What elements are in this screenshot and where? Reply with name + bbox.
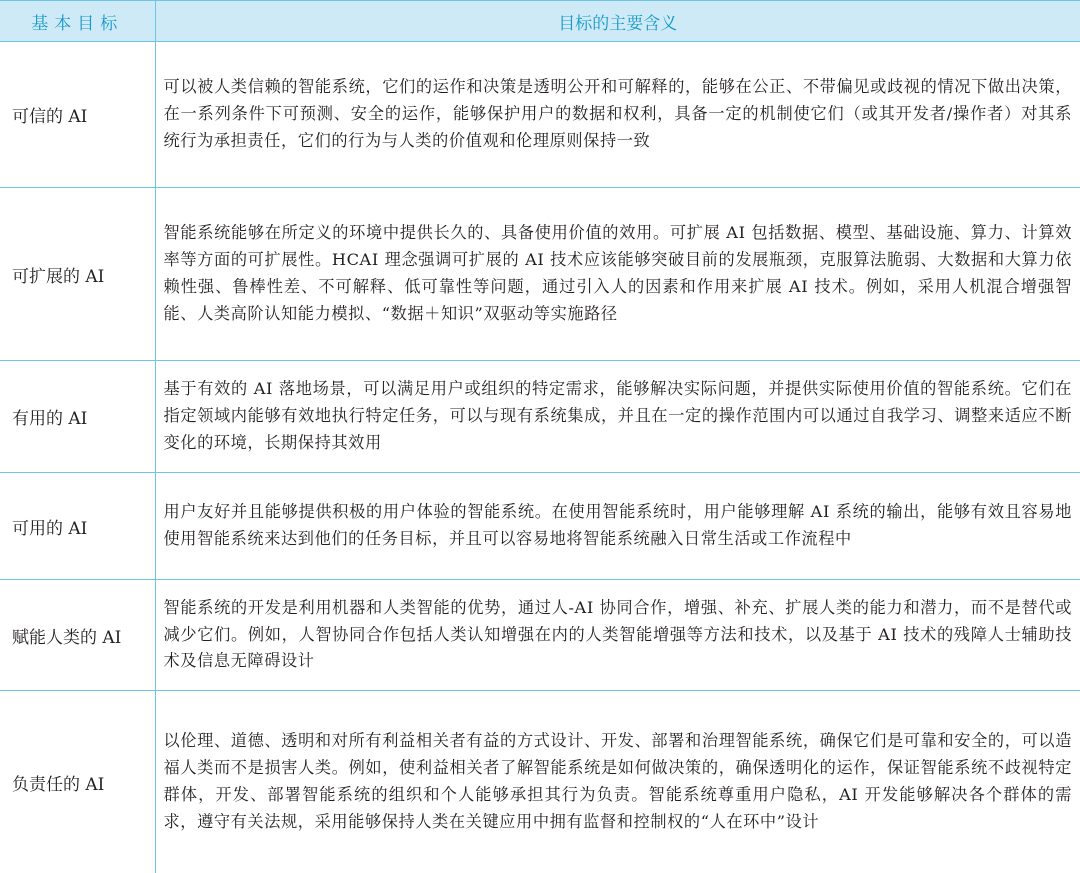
table-body <box>0 42 1080 873</box>
goal-meaning: 用户友好并且能够提供积极的用户体验的智能系统。在使用智能系统时，用户能够理解 AI 系统的输出，能够有效且容易地使用智能系统来达到他们的任务目标，并且可以容易地将智能系统融入日常生活或工作流程中 <box>155 473 1080 580</box>
goal-label: 有用的 AI <box>0 361 155 473</box>
table-row <box>0 361 1080 473</box>
goal-meaning: 可以被人类信赖的智能系统，它们的运作和决策是透明公开和可解释的，能够在公正、不带偏见或歧视的情况下做出决策，在一系列条件下可预测、安全的运作，能够保护用户的数据和权利，具备一定的机制使它们（或其开发者/操作者）对其系统行为承担责任，它们的行为与人类的价值观和伦理原则保持一致 <box>155 42 1080 188</box>
goal-meaning: 智能系统的开发是利用机器和人类智能的优势，通过人-AI 协同合作，增强、补充、扩展人类的能力和潜力，而不是替代或减少它们。例如，人智协同合作包括人类认知增强在内的人类智能增强等方法和技术，以及基于 AI 技术的残障人士辅助技术及信息无障碍设计 <box>155 580 1080 691</box>
goal-label: 可信的 AI <box>0 42 155 188</box>
goal-label: 可用的 AI <box>0 473 155 580</box>
goal-label: 负责任的 AI <box>0 691 155 873</box>
header-row <box>0 1 1080 42</box>
table-row <box>0 42 1080 188</box>
header-basic-goal: 基本目标 <box>0 1 155 42</box>
table-row <box>0 691 1080 873</box>
goal-meaning: 基于有效的 AI 落地场景，可以满足用户或组织的特定需求，能够解决实际问题，并提供实际使用价值的智能系统。它们在指定领域内能够有效地执行特定任务，可以与现有系统集成，并且在一定的操作范围内可以通过自我学习、调整来适应不断变化的环境，长期保持其效用 <box>155 361 1080 473</box>
table-row <box>0 580 1080 691</box>
goal-label: 可扩展的 AI <box>0 188 155 361</box>
goal-meaning: 以伦理、道德、透明和对所有利益相关者有益的方式设计、开发、部署和治理智能系统，确保它们是可靠和安全的，可以造福人类而不是损害人类。例如，使利益相关者了解智能系统是如何做决策的，确保透明化的运作，保证智能系统不歧视特定群体，开发、部署智能系统的组织和个人能够承担其行为负责。智能系统尊重用户隐私，AI 开发能够解决各个群体的需求，遵守有关法规，采用能够保持人类在关键应用中拥有监督和控制权的“人在环中”设计 <box>155 691 1080 873</box>
table-header <box>0 1 1080 42</box>
table-row <box>0 473 1080 580</box>
goal-meaning: 智能系统能够在所定义的环境中提供长久的、具备使用价值的效用。可扩展 AI 包括数据、模型、基础设施、算力、计算效率等方面的可扩展性。HCAI 理念强调可扩展的 AI 技术应该能够突破目前的发展瓶颈，克服算法脆弱、大数据和大算力依赖性强、鲁棒性差、不可解释、低可靠性等问题，通过引入人的因素和作用来扩展 AI 技术。例如，采用人机混合增强智能、人类高阶认知能力模拟、“数据＋知识”双驱动等实施路径 <box>155 188 1080 361</box>
header-goal-meaning: 目标的主要含义 <box>155 1 1080 42</box>
table-row <box>0 188 1080 361</box>
goal-label: 赋能人类的 AI <box>0 580 155 691</box>
